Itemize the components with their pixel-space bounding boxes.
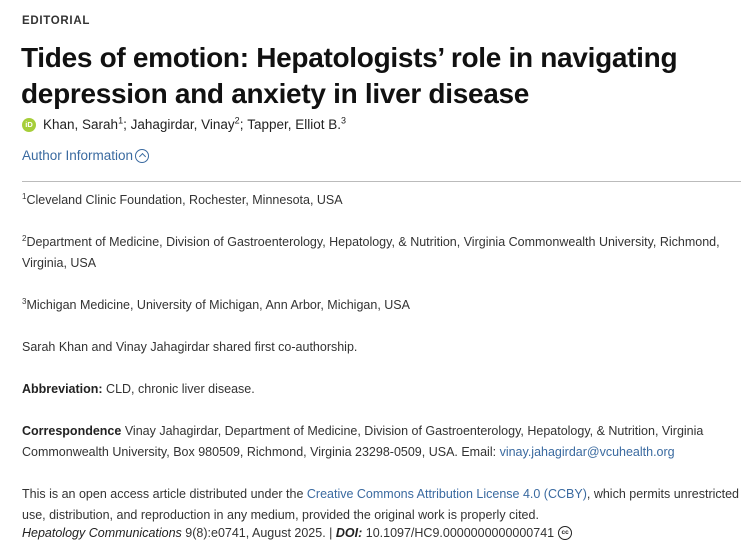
- affiliation-3: $^3$Michigan Medicine, University of Michigan, Ann Arbor, Michigan, USA: [22, 296, 410, 312]
- affiliation-2: $^2$Department of Medicine, Division of Gastroenterology, Hepatology, & Nutrition, Virginia Commonwealth University, Richmond, Virginia, USA: [22, 233, 720, 270]
- journal-name: Hepatology Communications: [22, 526, 182, 540]
- author-information-toggle[interactable]: [22, 148, 149, 163]
- author-3[interactable]: Tapper, Elliot B.$^3$: [247, 115, 347, 132]
- orcid-icon[interactable]: iD: [22, 118, 36, 132]
- license-link[interactable]: Creative Commons Attribution License 4.0 (CCBY): [306, 487, 587, 501]
- affiliation-1: $^1$Cleveland Clinic Foundation, Rochester, Minnesota, USA: [22, 191, 343, 207]
- abbreviation-note: Abbreviation: CLD, chronic liver disease.: [22, 382, 255, 396]
- email-link[interactable]: vinay.jahagirdar@vcuhealth.org: [499, 445, 675, 459]
- citation-line: [22, 526, 572, 540]
- creative-commons-icon: cc: [558, 526, 572, 540]
- license-note: This is an open access article distributed under the Creative Commons Attribution License 4.0 (CCBY), which permits unrestricted use, distribution, and reproduction in any medium, provided the original work is properly cited.: [22, 487, 740, 522]
- author-2[interactable]: Jahagirdar, Vinay$^2$: [130, 115, 240, 132]
- chevron-up-icon[interactable]: [135, 149, 149, 163]
- author-list: iD Khan, Sarah$^1$ ; Jahagirdar, Vinay$^2$ ; Tapper, Elliot B.$^3$: [22, 117, 346, 132]
- correspondence-note: Correspondence Vinay Jahagirdar, Department of Medicine, Division of Gastroenterology, Hepatology, & Nutrition, Virginia Commonwealth University, Box 980509, Richmond, Virginia 23298-0509, USA. Email: vinay.jahagirdar@vcuhealth.org: [22, 424, 704, 459]
- doi-value: 10.1097/HC9.0000000000000741: [362, 526, 555, 540]
- divider: [22, 181, 741, 182]
- doi-label: DOI:: [335, 526, 363, 540]
- article-title: Tides of emotion: Hepatologists’ role in navigating depression and anxiety in liver disease: [21, 42, 678, 109]
- author-information-label: Author Information: [22, 148, 134, 163]
- volume-info: 9(8):e0741, August 2025. |: [181, 526, 336, 540]
- author-1[interactable]: Khan, Sarah$^1$: [43, 115, 124, 132]
- section-label: EDITORIAL: [22, 15, 91, 27]
- co-authorship-note: Sarah Khan and Vinay Jahagirdar shared first co-authorship.: [22, 340, 358, 354]
